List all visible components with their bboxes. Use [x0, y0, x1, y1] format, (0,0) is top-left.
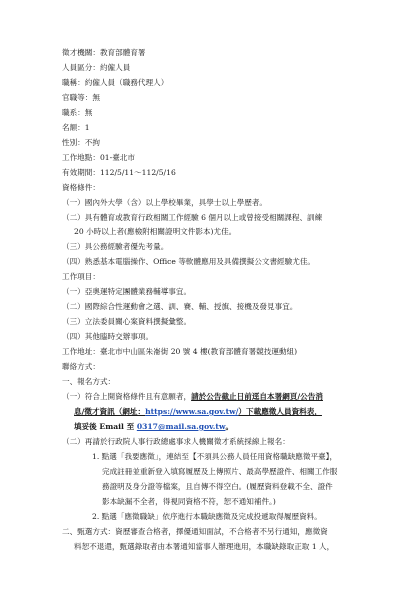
signup-item-1-text: 。: [225, 422, 234, 431]
website-link[interactable]: https://www.sa.gov.tw/: [145, 407, 239, 416]
field-period: 有效期間：112/5/11～112/5/16: [62, 168, 176, 177]
signup-step: 2. 點選「應徵職缺」依序進行本職缺應徵及完成投遞取得履歷資料。: [92, 512, 322, 521]
signup-item-1-text: （一）符合上開資格條件且有意願者，: [62, 392, 192, 401]
signup-step: 1. 點選「我要應徵」，連結至【不須具公務人員任用資格職缺應徵平臺】，: [92, 452, 338, 461]
qualification-item-continued: 20 小時以上者(應檢附相關證明文件影本)尤佳。: [74, 227, 237, 236]
qualification-item: （四）熟悉基本電腦操作、Office 等軟體應用及具備撰擬公文書經驗尤佳。: [62, 257, 316, 266]
qualification-item: （二）具有體育或教育行政相關工作經驗 6 個月以上或曾接受相關課程、訓練: [62, 213, 323, 222]
email-link[interactable]: 0317@mail.sa.gov.tw: [136, 422, 226, 431]
selection-text-continued: 料恕不退還，甄選錄取者由本署通知當事人辦理進用，本職缺錄取正取 1 人，: [74, 542, 335, 551]
field-gender: 性別：不拘: [62, 138, 100, 147]
signup-step-continued: 務證明及身分證等檔案，且自傳不得空白。(履歷資料登載不全、證件: [102, 482, 333, 491]
field-location: 工作地點：01-臺北市: [62, 153, 135, 162]
signup-step-continued: 影本缺漏不全者，得視同資格不符，恕不通知補件。): [102, 497, 276, 506]
contact-heading: 聯絡方式：: [62, 362, 100, 371]
signup-step-continued: 完成註冊並重新登入填寫履歷及上傳照片、最高學歷證件、相關工作服: [102, 467, 338, 476]
field-agency: 徵才機關：教育部體育署: [62, 48, 146, 57]
qualification-item: （一）國內外大學（含）以上學校畢業，具學士以上學歷者。: [62, 198, 268, 207]
signup-item-1-emphasis: 請於公告截止日前逕自本署網頁/公告消: [191, 392, 323, 401]
signup-item-2: （二）再請於行政院人事行政總處事求人機關徵才系統採線上報名：: [62, 437, 290, 446]
signup-item-1-text: 填妥後 Email 至: [74, 422, 137, 431]
signup-item-1: [62, 392, 323, 402]
signup-item-1-text: 息/徵才資訊（網址：: [74, 407, 146, 416]
field-job-title: 職稱：約僱人員（職務代理人）: [62, 78, 169, 87]
work-items-heading: 工作項目：: [62, 272, 100, 281]
signup-heading: 一、報名方式：: [62, 377, 116, 386]
field-rank: 官職等：無: [62, 93, 100, 102]
qualification-item: （三）具公務經驗者優先考量。: [62, 242, 169, 251]
work-item: （二）國際綜合性運動會之選、訓、賽、輔、授旗、接機及發見事宜。: [62, 302, 298, 311]
signup-item-1-line3: [74, 422, 233, 432]
selection-text: 二、甄選方式：資歷審查合格者，擇優通知面試，不合格者不另行通知，應徵資: [62, 527, 328, 536]
work-address: 工作地址：臺北市中山區朱崙街 20 號 4 樓(教育部體育署競技運動組): [62, 347, 298, 356]
work-item: （一）亞奧運特定團體業務輔導事宜。: [62, 287, 192, 296]
signup-item-1-line2: [74, 407, 322, 417]
field-series: 職系：無: [62, 108, 93, 117]
field-personnel-type: 人員區分：約僱人員: [62, 63, 131, 72]
qualifications-heading: 資格條件：: [62, 183, 100, 192]
work-item: （四）其他臨時交辦事項。: [62, 332, 154, 341]
work-item: （三）立法委員關心案資料撰擬彙整。: [62, 317, 192, 326]
field-quota: 名額：1: [62, 123, 90, 132]
signup-item-1-text: ）下載應徵人員資料表，: [238, 407, 322, 416]
